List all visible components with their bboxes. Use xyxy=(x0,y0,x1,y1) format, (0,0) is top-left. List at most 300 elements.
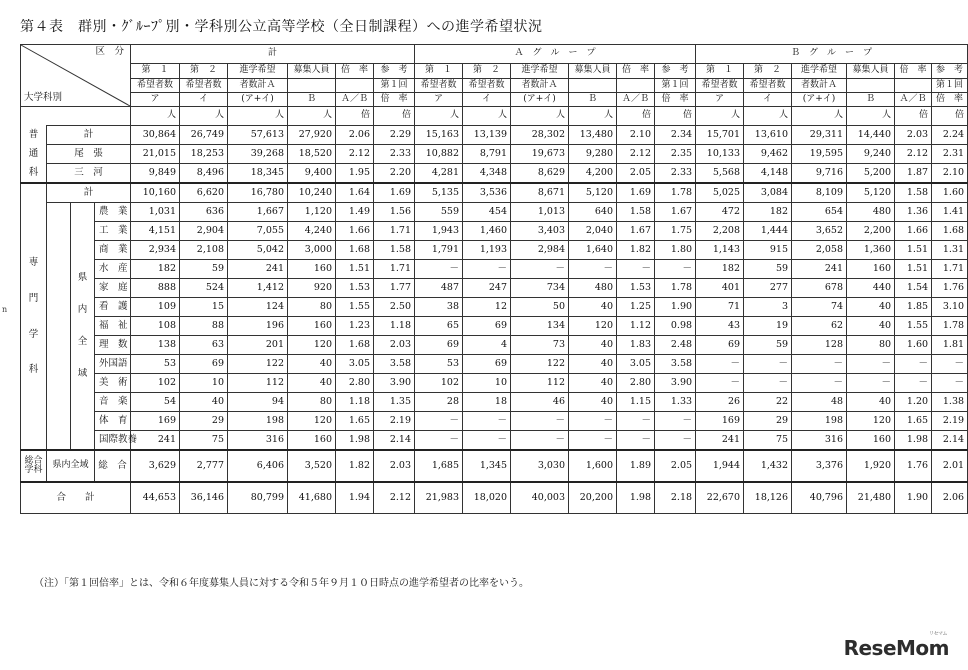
value-cell: 53 xyxy=(131,355,180,374)
value-cell: 138 xyxy=(131,336,180,355)
column-header: 進学希望 xyxy=(792,64,847,79)
column-header: 募集人員 xyxy=(847,64,895,79)
value-cell: － xyxy=(792,355,847,374)
value-cell: 277 xyxy=(744,279,792,298)
value-cell: 4,348 xyxy=(463,164,511,184)
value-cell: 1.94 xyxy=(336,482,374,514)
value-cell: 241 xyxy=(792,260,847,279)
value-cell: 1.60 xyxy=(895,336,932,355)
value-cell: 18,345 xyxy=(228,164,288,184)
logo-text: ReseMom xyxy=(843,636,949,660)
value-cell: 40 xyxy=(847,317,895,336)
value-cell: 69 xyxy=(180,355,228,374)
value-cell: 75 xyxy=(744,431,792,451)
value-cell: 160 xyxy=(288,260,336,279)
value-cell: 1.55 xyxy=(336,298,374,317)
grand-total-label: 合 計 xyxy=(21,482,131,514)
value-cell: 29,311 xyxy=(792,126,847,145)
value-cell: 160 xyxy=(288,317,336,336)
value-cell: 888 xyxy=(131,279,180,298)
value-cell: 40 xyxy=(569,355,617,374)
value-cell: 2.19 xyxy=(932,412,968,431)
value-cell: 1,360 xyxy=(847,241,895,260)
value-cell: 128 xyxy=(792,336,847,355)
value-cell: 18,020 xyxy=(463,482,511,514)
value-cell: 1.58 xyxy=(617,203,655,222)
value-cell: 1.51 xyxy=(895,241,932,260)
value-cell: 1,791 xyxy=(415,241,463,260)
value-cell: 1.87 xyxy=(895,164,932,184)
value-cell: 2.03 xyxy=(374,450,415,482)
value-cell: 1,444 xyxy=(744,222,792,241)
kennai-char: 内 xyxy=(77,304,88,316)
value-cell: 59 xyxy=(180,260,228,279)
value-cell: 3 xyxy=(744,298,792,317)
value-cell: 10 xyxy=(180,374,228,393)
value-cell: 1.58 xyxy=(895,183,932,203)
value-cell: 198 xyxy=(228,412,288,431)
value-cell: 678 xyxy=(792,279,847,298)
column-header: 倍 率 xyxy=(655,93,696,107)
value-cell: 2.01 xyxy=(932,450,968,482)
value-cell: 3,536 xyxy=(463,183,511,203)
value-cell: 182 xyxy=(131,260,180,279)
value-cell: 13,139 xyxy=(463,126,511,145)
value-cell: 120 xyxy=(288,412,336,431)
value-cell: 5,200 xyxy=(847,164,895,184)
futsuu-char: 普 xyxy=(21,126,47,145)
value-cell: 2.33 xyxy=(655,164,696,184)
value-cell: 75 xyxy=(180,431,228,451)
sougou-text: 総合学科 xyxy=(24,455,43,475)
column-header: 倍 率 xyxy=(895,64,932,79)
unit-cell: 倍 xyxy=(895,107,932,126)
value-cell: 1.56 xyxy=(374,203,415,222)
row-label: 農 業 xyxy=(95,203,131,222)
value-cell: － xyxy=(847,374,895,393)
futsuu-char: 科 xyxy=(21,164,47,184)
value-cell: 2.35 xyxy=(655,145,696,164)
value-cell: 1,193 xyxy=(463,241,511,260)
value-cell: 4,200 xyxy=(569,164,617,184)
value-cell: 53 xyxy=(415,355,463,374)
value-cell: 9,240 xyxy=(847,145,895,164)
value-cell: － xyxy=(569,260,617,279)
row-label: 看 護 xyxy=(95,298,131,317)
value-cell: 122 xyxy=(511,355,569,374)
sougou-area-text: 県内全域 xyxy=(52,460,89,471)
value-cell: 40 xyxy=(288,355,336,374)
column-header: 希望者数 xyxy=(696,79,744,93)
unit-cell: 人 xyxy=(696,107,744,126)
value-cell: 19 xyxy=(744,317,792,336)
value-cell: 1.66 xyxy=(895,222,932,241)
value-cell: 1,460 xyxy=(463,222,511,241)
value-cell: 40 xyxy=(569,298,617,317)
value-cell: 1.68 xyxy=(336,336,374,355)
value-cell: 1,640 xyxy=(569,241,617,260)
value-cell: 2.19 xyxy=(374,412,415,431)
value-cell: 18,520 xyxy=(288,145,336,164)
unit-cell: 倍 xyxy=(374,107,415,126)
column-header: ア xyxy=(696,93,744,107)
value-cell: 182 xyxy=(696,260,744,279)
value-cell: 13,480 xyxy=(569,126,617,145)
value-cell: 2.06 xyxy=(932,482,968,514)
column-header xyxy=(847,79,895,93)
value-cell: － xyxy=(792,374,847,393)
column-header: 希望者数 xyxy=(463,79,511,93)
value-cell: 8,791 xyxy=(463,145,511,164)
column-header: イ xyxy=(744,93,792,107)
value-cell: 160 xyxy=(288,431,336,451)
value-cell: 40 xyxy=(847,298,895,317)
column-header: 者数計Ａ xyxy=(792,79,847,93)
value-cell: 1.68 xyxy=(932,222,968,241)
value-cell: 80 xyxy=(288,298,336,317)
value-cell: 1.51 xyxy=(895,260,932,279)
column-header: 募集人員 xyxy=(288,64,336,79)
value-cell: 1.77 xyxy=(374,279,415,298)
column-header xyxy=(288,79,336,93)
value-cell: 2,208 xyxy=(696,222,744,241)
value-cell: 1.53 xyxy=(336,279,374,298)
value-cell: 1.67 xyxy=(655,203,696,222)
value-cell: 1.51 xyxy=(336,260,374,279)
value-cell: 1.69 xyxy=(374,183,415,203)
value-cell: 1,600 xyxy=(569,450,617,482)
column-header xyxy=(617,79,655,93)
value-cell: 1,920 xyxy=(847,450,895,482)
value-cell: 241 xyxy=(696,431,744,451)
column-header: 第１回 xyxy=(932,79,968,93)
value-cell: 18,253 xyxy=(180,145,228,164)
value-cell: 28,302 xyxy=(511,126,569,145)
value-cell: － xyxy=(895,355,932,374)
value-cell: 5,568 xyxy=(696,164,744,184)
value-cell: － xyxy=(463,431,511,451)
value-cell: － xyxy=(895,374,932,393)
column-header: 第１回 xyxy=(374,79,415,93)
value-cell: 1.54 xyxy=(895,279,932,298)
unit-cell: 人 xyxy=(792,107,847,126)
value-cell: 18,126 xyxy=(744,482,792,514)
value-cell: 50 xyxy=(511,298,569,317)
value-cell: 19,595 xyxy=(792,145,847,164)
value-cell: 2.03 xyxy=(895,126,932,145)
value-cell: 1,685 xyxy=(415,450,463,482)
value-cell: － xyxy=(569,431,617,451)
value-cell: 5,025 xyxy=(696,183,744,203)
value-cell: 2,058 xyxy=(792,241,847,260)
column-header: (ア+イ) xyxy=(511,93,569,107)
value-cell: 2.18 xyxy=(655,482,696,514)
value-cell: 3.05 xyxy=(617,355,655,374)
value-cell: 1,120 xyxy=(288,203,336,222)
value-cell: 247 xyxy=(463,279,511,298)
kennai-char: 域 xyxy=(77,367,88,379)
footnote: （注）「第１回倍率」とは、令和６年度募集人員に対する令和５年９月１０日時点の進学希望者の比率をいう。 xyxy=(34,578,529,589)
value-cell: 88 xyxy=(180,317,228,336)
row-label: 福 祉 xyxy=(95,317,131,336)
column-header: 参 考 xyxy=(932,64,968,79)
column-header: 進学希望 xyxy=(228,64,288,79)
value-cell: 1.78 xyxy=(655,279,696,298)
value-cell: 9,849 xyxy=(131,164,180,184)
value-cell: 1.68 xyxy=(336,241,374,260)
value-cell: － xyxy=(655,260,696,279)
value-cell: 124 xyxy=(228,298,288,317)
column-header: Ａ／Ｂ xyxy=(895,93,932,107)
value-cell: 1.80 xyxy=(655,241,696,260)
value-cell: 15,701 xyxy=(696,126,744,145)
value-cell: 10,240 xyxy=(288,183,336,203)
column-header: Ｂ xyxy=(569,93,617,107)
value-cell: 102 xyxy=(415,374,463,393)
value-cell: 2.10 xyxy=(617,126,655,145)
column-header: Ａ／Ｂ xyxy=(617,93,655,107)
value-cell: 2.12 xyxy=(895,145,932,164)
column-header: ア xyxy=(131,93,180,107)
value-cell: 1.71 xyxy=(932,260,968,279)
unit-cell: 人 xyxy=(288,107,336,126)
value-cell: 2.80 xyxy=(336,374,374,393)
value-cell: 22 xyxy=(744,393,792,412)
value-cell: 69 xyxy=(463,355,511,374)
value-cell: 2.29 xyxy=(374,126,415,145)
value-cell: 13,610 xyxy=(744,126,792,145)
value-cell: 2,777 xyxy=(180,450,228,482)
value-cell: 48 xyxy=(792,393,847,412)
value-cell: 3,652 xyxy=(792,222,847,241)
value-cell: 3.58 xyxy=(655,355,696,374)
value-cell: 1.76 xyxy=(932,279,968,298)
value-cell: 401 xyxy=(696,279,744,298)
group-header: Ａ グ ル ー プ xyxy=(415,45,696,64)
value-cell: 1.36 xyxy=(895,203,932,222)
value-cell: 6,620 xyxy=(180,183,228,203)
value-cell: 59 xyxy=(744,260,792,279)
value-cell: 41,680 xyxy=(288,482,336,514)
unit-cell: 人 xyxy=(511,107,569,126)
value-cell: 2.12 xyxy=(617,145,655,164)
value-cell: － xyxy=(744,374,792,393)
value-cell: 1.98 xyxy=(617,482,655,514)
value-cell: 40 xyxy=(847,393,895,412)
admission-table xyxy=(20,44,968,514)
value-cell: 40 xyxy=(569,336,617,355)
value-cell: 1.78 xyxy=(932,317,968,336)
value-cell: 9,716 xyxy=(792,164,847,184)
row-label: 美 術 xyxy=(95,374,131,393)
value-cell: 19,673 xyxy=(511,145,569,164)
row-label: 計 xyxy=(47,126,131,145)
value-cell: 169 xyxy=(696,412,744,431)
value-cell: 26,749 xyxy=(180,126,228,145)
value-cell: 160 xyxy=(847,431,895,451)
value-cell: 1.41 xyxy=(932,203,968,222)
column-header: 倍 率 xyxy=(374,93,415,107)
value-cell: 16,780 xyxy=(228,183,288,203)
value-cell: 1.66 xyxy=(336,222,374,241)
kennai-char: 全 xyxy=(77,336,88,347)
value-cell: 1.82 xyxy=(617,241,655,260)
value-cell: 1.49 xyxy=(336,203,374,222)
column-header: 第 ２ xyxy=(463,64,511,79)
value-cell: 4,151 xyxy=(131,222,180,241)
value-cell: 40 xyxy=(288,374,336,393)
value-cell: 1.20 xyxy=(895,393,932,412)
value-cell: 57,613 xyxy=(228,126,288,145)
value-cell: 1.67 xyxy=(617,222,655,241)
value-cell: 1,943 xyxy=(415,222,463,241)
value-cell: 8,496 xyxy=(180,164,228,184)
row-label: 三 河 xyxy=(47,164,131,184)
value-cell: － xyxy=(617,412,655,431)
value-cell: 920 xyxy=(288,279,336,298)
value-cell: 241 xyxy=(228,260,288,279)
value-cell: 2,200 xyxy=(847,222,895,241)
value-cell: 169 xyxy=(131,412,180,431)
value-cell: 43 xyxy=(696,317,744,336)
unit-cell: 人 xyxy=(847,107,895,126)
value-cell: 2.06 xyxy=(336,126,374,145)
unit-cell: 倍 xyxy=(336,107,374,126)
value-cell: 26 xyxy=(696,393,744,412)
value-cell: 109 xyxy=(131,298,180,317)
value-cell: 3.10 xyxy=(932,298,968,317)
value-cell: 2.05 xyxy=(617,164,655,184)
value-cell: 1.78 xyxy=(655,183,696,203)
kennai-char: 県 xyxy=(77,272,88,284)
value-cell: 3.58 xyxy=(374,355,415,374)
column-header: 第 １ xyxy=(131,64,180,79)
unit-cell: 倍 xyxy=(617,107,655,126)
value-cell: 12 xyxy=(463,298,511,317)
value-cell: 2.14 xyxy=(374,431,415,451)
value-cell: 3,629 xyxy=(131,450,180,482)
value-cell: 1.55 xyxy=(895,317,932,336)
value-cell: － xyxy=(696,355,744,374)
value-cell: 54 xyxy=(131,393,180,412)
value-cell: 440 xyxy=(847,279,895,298)
value-cell: 1.82 xyxy=(336,450,374,482)
value-cell: 915 xyxy=(744,241,792,260)
value-cell: 1,143 xyxy=(696,241,744,260)
value-cell: 21,983 xyxy=(415,482,463,514)
value-cell: － xyxy=(463,412,511,431)
value-cell: 29 xyxy=(180,412,228,431)
value-cell: 3,000 xyxy=(288,241,336,260)
column-header: 希望者数 xyxy=(131,79,180,93)
value-cell: 15,163 xyxy=(415,126,463,145)
value-cell: 10,160 xyxy=(131,183,180,203)
value-cell: 636 xyxy=(180,203,228,222)
value-cell: 108 xyxy=(131,317,180,336)
value-cell: 69 xyxy=(696,336,744,355)
value-cell: 8,629 xyxy=(511,164,569,184)
value-cell: 2.14 xyxy=(932,431,968,451)
value-cell: 316 xyxy=(228,431,288,451)
value-cell: － xyxy=(569,412,617,431)
column-header: Ｂ xyxy=(847,93,895,107)
column-header: イ xyxy=(463,93,511,107)
value-cell: － xyxy=(932,355,968,374)
value-cell: 5,042 xyxy=(228,241,288,260)
value-cell: － xyxy=(511,260,569,279)
value-cell: 2,108 xyxy=(180,241,228,260)
value-cell: 8,109 xyxy=(792,183,847,203)
row-label: 計 xyxy=(47,183,131,203)
value-cell: 3.05 xyxy=(336,355,374,374)
value-cell: 29 xyxy=(744,412,792,431)
column-header: 第１回 xyxy=(655,79,696,93)
value-cell: － xyxy=(463,260,511,279)
kubun-label: 区 分 xyxy=(95,46,124,57)
sougou-label xyxy=(21,450,47,482)
value-cell: 1.60 xyxy=(932,183,968,203)
value-cell: 10,133 xyxy=(696,145,744,164)
value-cell: 2.33 xyxy=(374,145,415,164)
value-cell: 8,671 xyxy=(511,183,569,203)
value-cell: 3.90 xyxy=(655,374,696,393)
value-cell: 1.90 xyxy=(655,298,696,317)
column-header: Ｂ xyxy=(288,93,336,107)
value-cell: － xyxy=(655,412,696,431)
value-cell: 2.10 xyxy=(932,164,968,184)
value-cell: 40,003 xyxy=(511,482,569,514)
value-cell: 2.50 xyxy=(374,298,415,317)
value-cell: 1.98 xyxy=(895,431,932,451)
column-header: (ア+イ) xyxy=(792,93,847,107)
value-cell: 1.71 xyxy=(374,260,415,279)
value-cell: － xyxy=(511,431,569,451)
futsuu-char: 通 xyxy=(21,145,47,164)
value-cell: － xyxy=(415,412,463,431)
value-cell: 40 xyxy=(180,393,228,412)
column-header: 参 考 xyxy=(655,64,696,79)
value-cell: 2.05 xyxy=(655,450,696,482)
unit-cell: 人 xyxy=(415,107,463,126)
senmon-char: 学 xyxy=(28,328,39,340)
value-cell: 9,400 xyxy=(288,164,336,184)
value-cell: 2,934 xyxy=(131,241,180,260)
value-cell: 22,670 xyxy=(696,482,744,514)
value-cell: 122 xyxy=(228,355,288,374)
unit-cell: 倍 xyxy=(932,107,968,126)
value-cell: 1.71 xyxy=(374,222,415,241)
value-cell: 134 xyxy=(511,317,569,336)
value-cell: 1.85 xyxy=(895,298,932,317)
value-cell: 2,040 xyxy=(569,222,617,241)
value-cell: 1.23 xyxy=(336,317,374,336)
senmon-char: 科 xyxy=(28,364,39,376)
row-label: 体 育 xyxy=(95,412,131,431)
value-cell: 1.64 xyxy=(336,183,374,203)
value-cell: 44,653 xyxy=(131,482,180,514)
value-cell: 2,904 xyxy=(180,222,228,241)
column-header: 希望者数 xyxy=(415,79,463,93)
value-cell: 27,920 xyxy=(288,126,336,145)
value-cell: － xyxy=(655,431,696,451)
value-cell: 40,796 xyxy=(792,482,847,514)
value-cell: 1.69 xyxy=(617,183,655,203)
value-cell: 9,462 xyxy=(744,145,792,164)
value-cell: 59 xyxy=(744,336,792,355)
value-cell: 487 xyxy=(415,279,463,298)
value-cell: 2.12 xyxy=(336,145,374,164)
value-cell: 102 xyxy=(131,374,180,393)
